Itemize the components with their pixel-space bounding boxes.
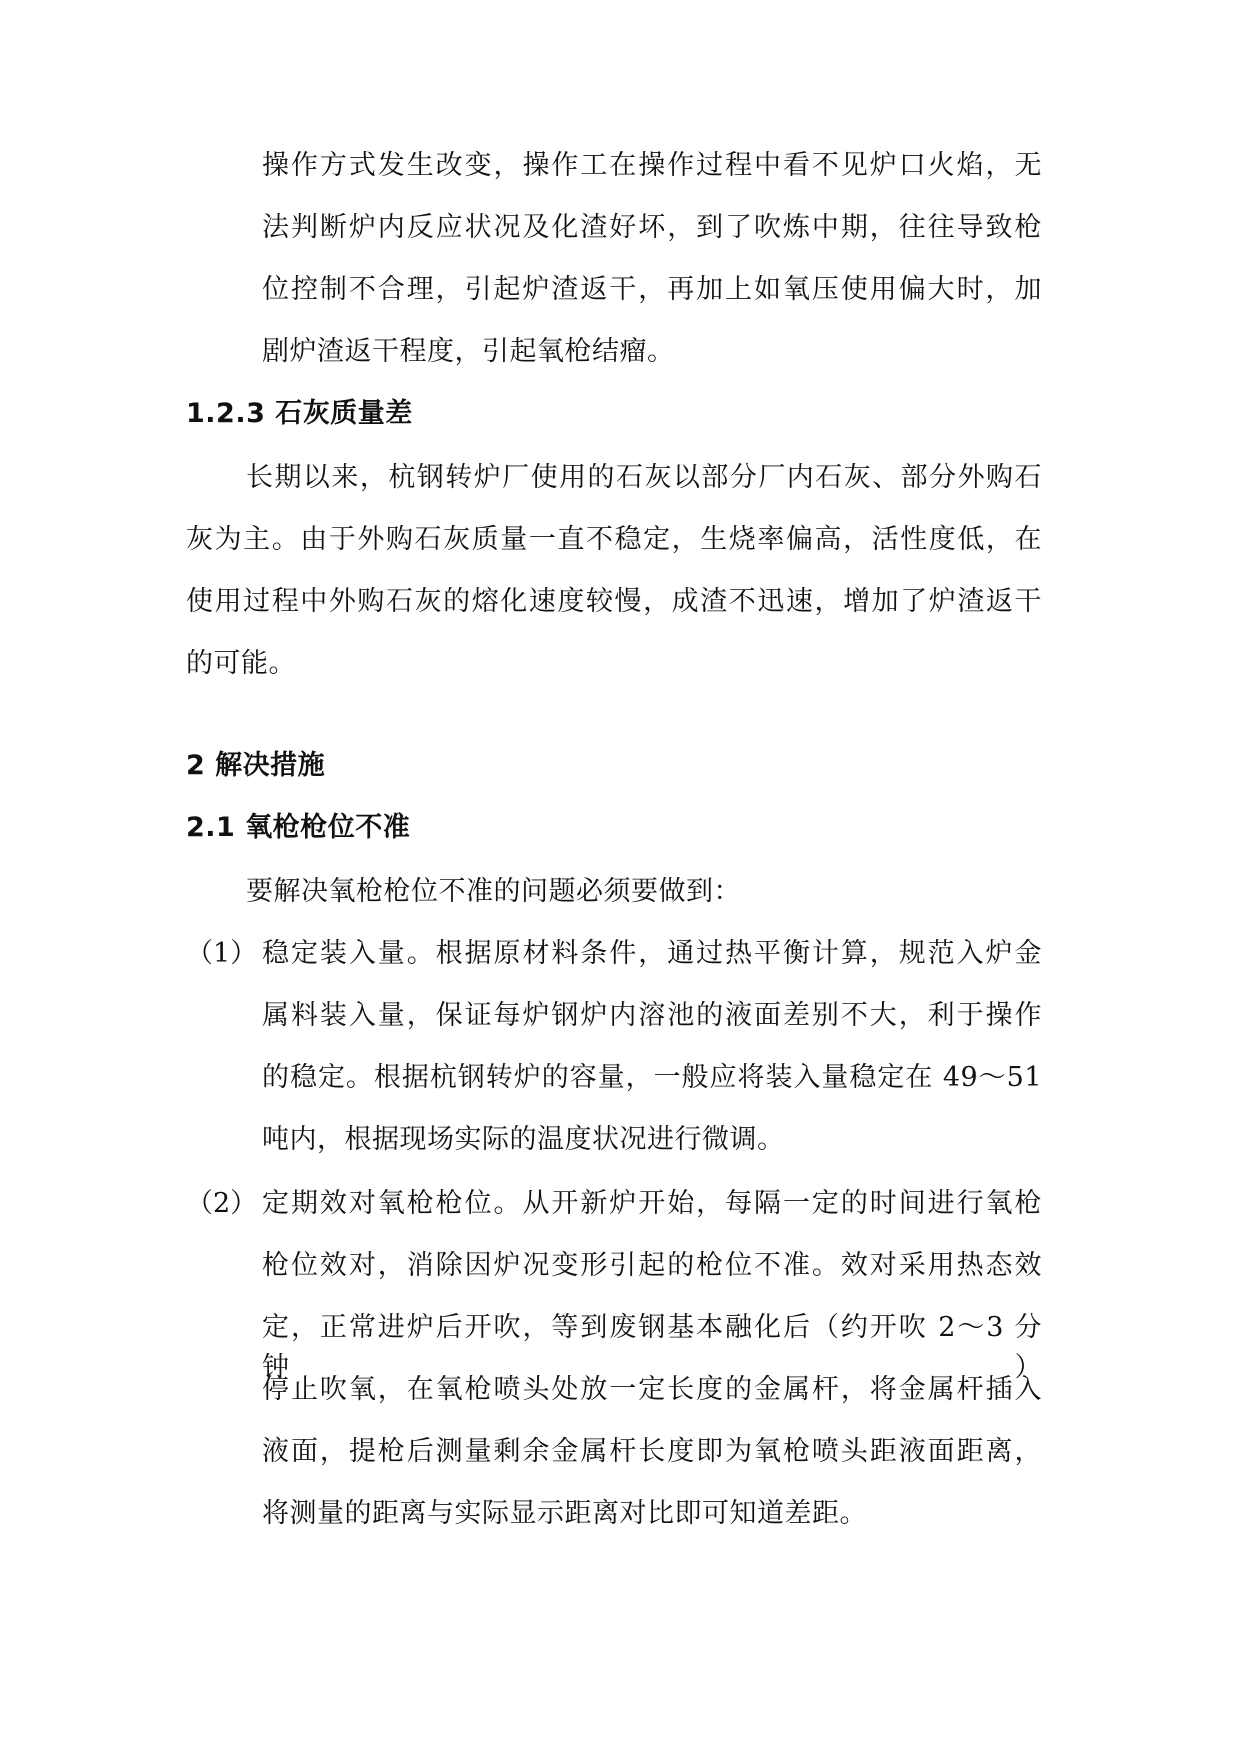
list-item-line: 的稳定。根据杭钢转炉的容量，一般应将装入量稳定在 49～51 (262, 1062, 1042, 1093)
intro-line: 要解决氧枪枪位不准的问题必须要做到： (246, 876, 741, 907)
list-item-line: 定，正常进炉后开吹，等到废钢基本融化后（约开吹 2～3 分钟） (262, 1312, 1042, 1383)
paragraph-line: 法判断炉内反应状况及化渣好坏，到了吹炼中期，往往导致枪 (262, 212, 1042, 243)
list-item-line: 稳定装入量。根据原材料条件，通过热平衡计算，规范入炉金 (262, 938, 1042, 969)
paragraph-line: 长期以来，杭钢转炉厂使用的石灰以部分厂内石灰、部分外购石 (246, 462, 1042, 493)
list-marker: （1） (186, 938, 258, 969)
list-item-line: 液面，提枪后测量剩余金属杆长度即为氧枪喷头距液面距离， (262, 1436, 1042, 1467)
section-heading-2: 2 解决措施 (186, 750, 326, 781)
list-marker: （2） (186, 1188, 258, 1219)
list-item-line: 定期效对氧枪枪位。从开新炉开始，每隔一定的时间进行氧枪 (262, 1188, 1042, 1219)
list-item-line: 吨内，根据现场实际的温度状况进行微调。 (262, 1124, 785, 1155)
list-item-line: 枪位效对，消除因炉况变形引起的枪位不准。效对采用热态效 (262, 1250, 1042, 1281)
paragraph-line: 剧炉渣返干程度，引起氧枪结瘤。 (262, 336, 675, 367)
list-item-line: 将测量的距离与实际显示距离对比即可知道差距。 (262, 1498, 867, 1529)
list-item-line: 属料装入量，保证每炉钢炉内溶池的液面差别不大，利于操作 (262, 1000, 1042, 1031)
paragraph-line: 操作方式发生改变，操作工在操作过程中看不见炉口火焰，无 (262, 150, 1042, 181)
paragraph-line: 使用过程中外购石灰的熔化速度较慢，成渣不迅速，增加了炉渣返干 (186, 586, 1042, 617)
list-item-line: 停止吹氧，在氧枪喷头处放一定长度的金属杆，将金属杆插入 (262, 1374, 1042, 1405)
paragraph-line: 位控制不合理，引起炉渣返干，再加上如氧压使用偏大时，加 (262, 274, 1042, 305)
paragraph-line: 灰为主。由于外购石灰质量一直不稳定，生烧率偏高，活性度低，在 (186, 524, 1042, 555)
section-heading-2-1: 2.1 氧枪枪位不准 (186, 812, 411, 843)
paragraph-line: 的可能。 (186, 648, 296, 679)
section-heading-1-2-3: 1.2.3 石灰质量差 (186, 398, 413, 429)
